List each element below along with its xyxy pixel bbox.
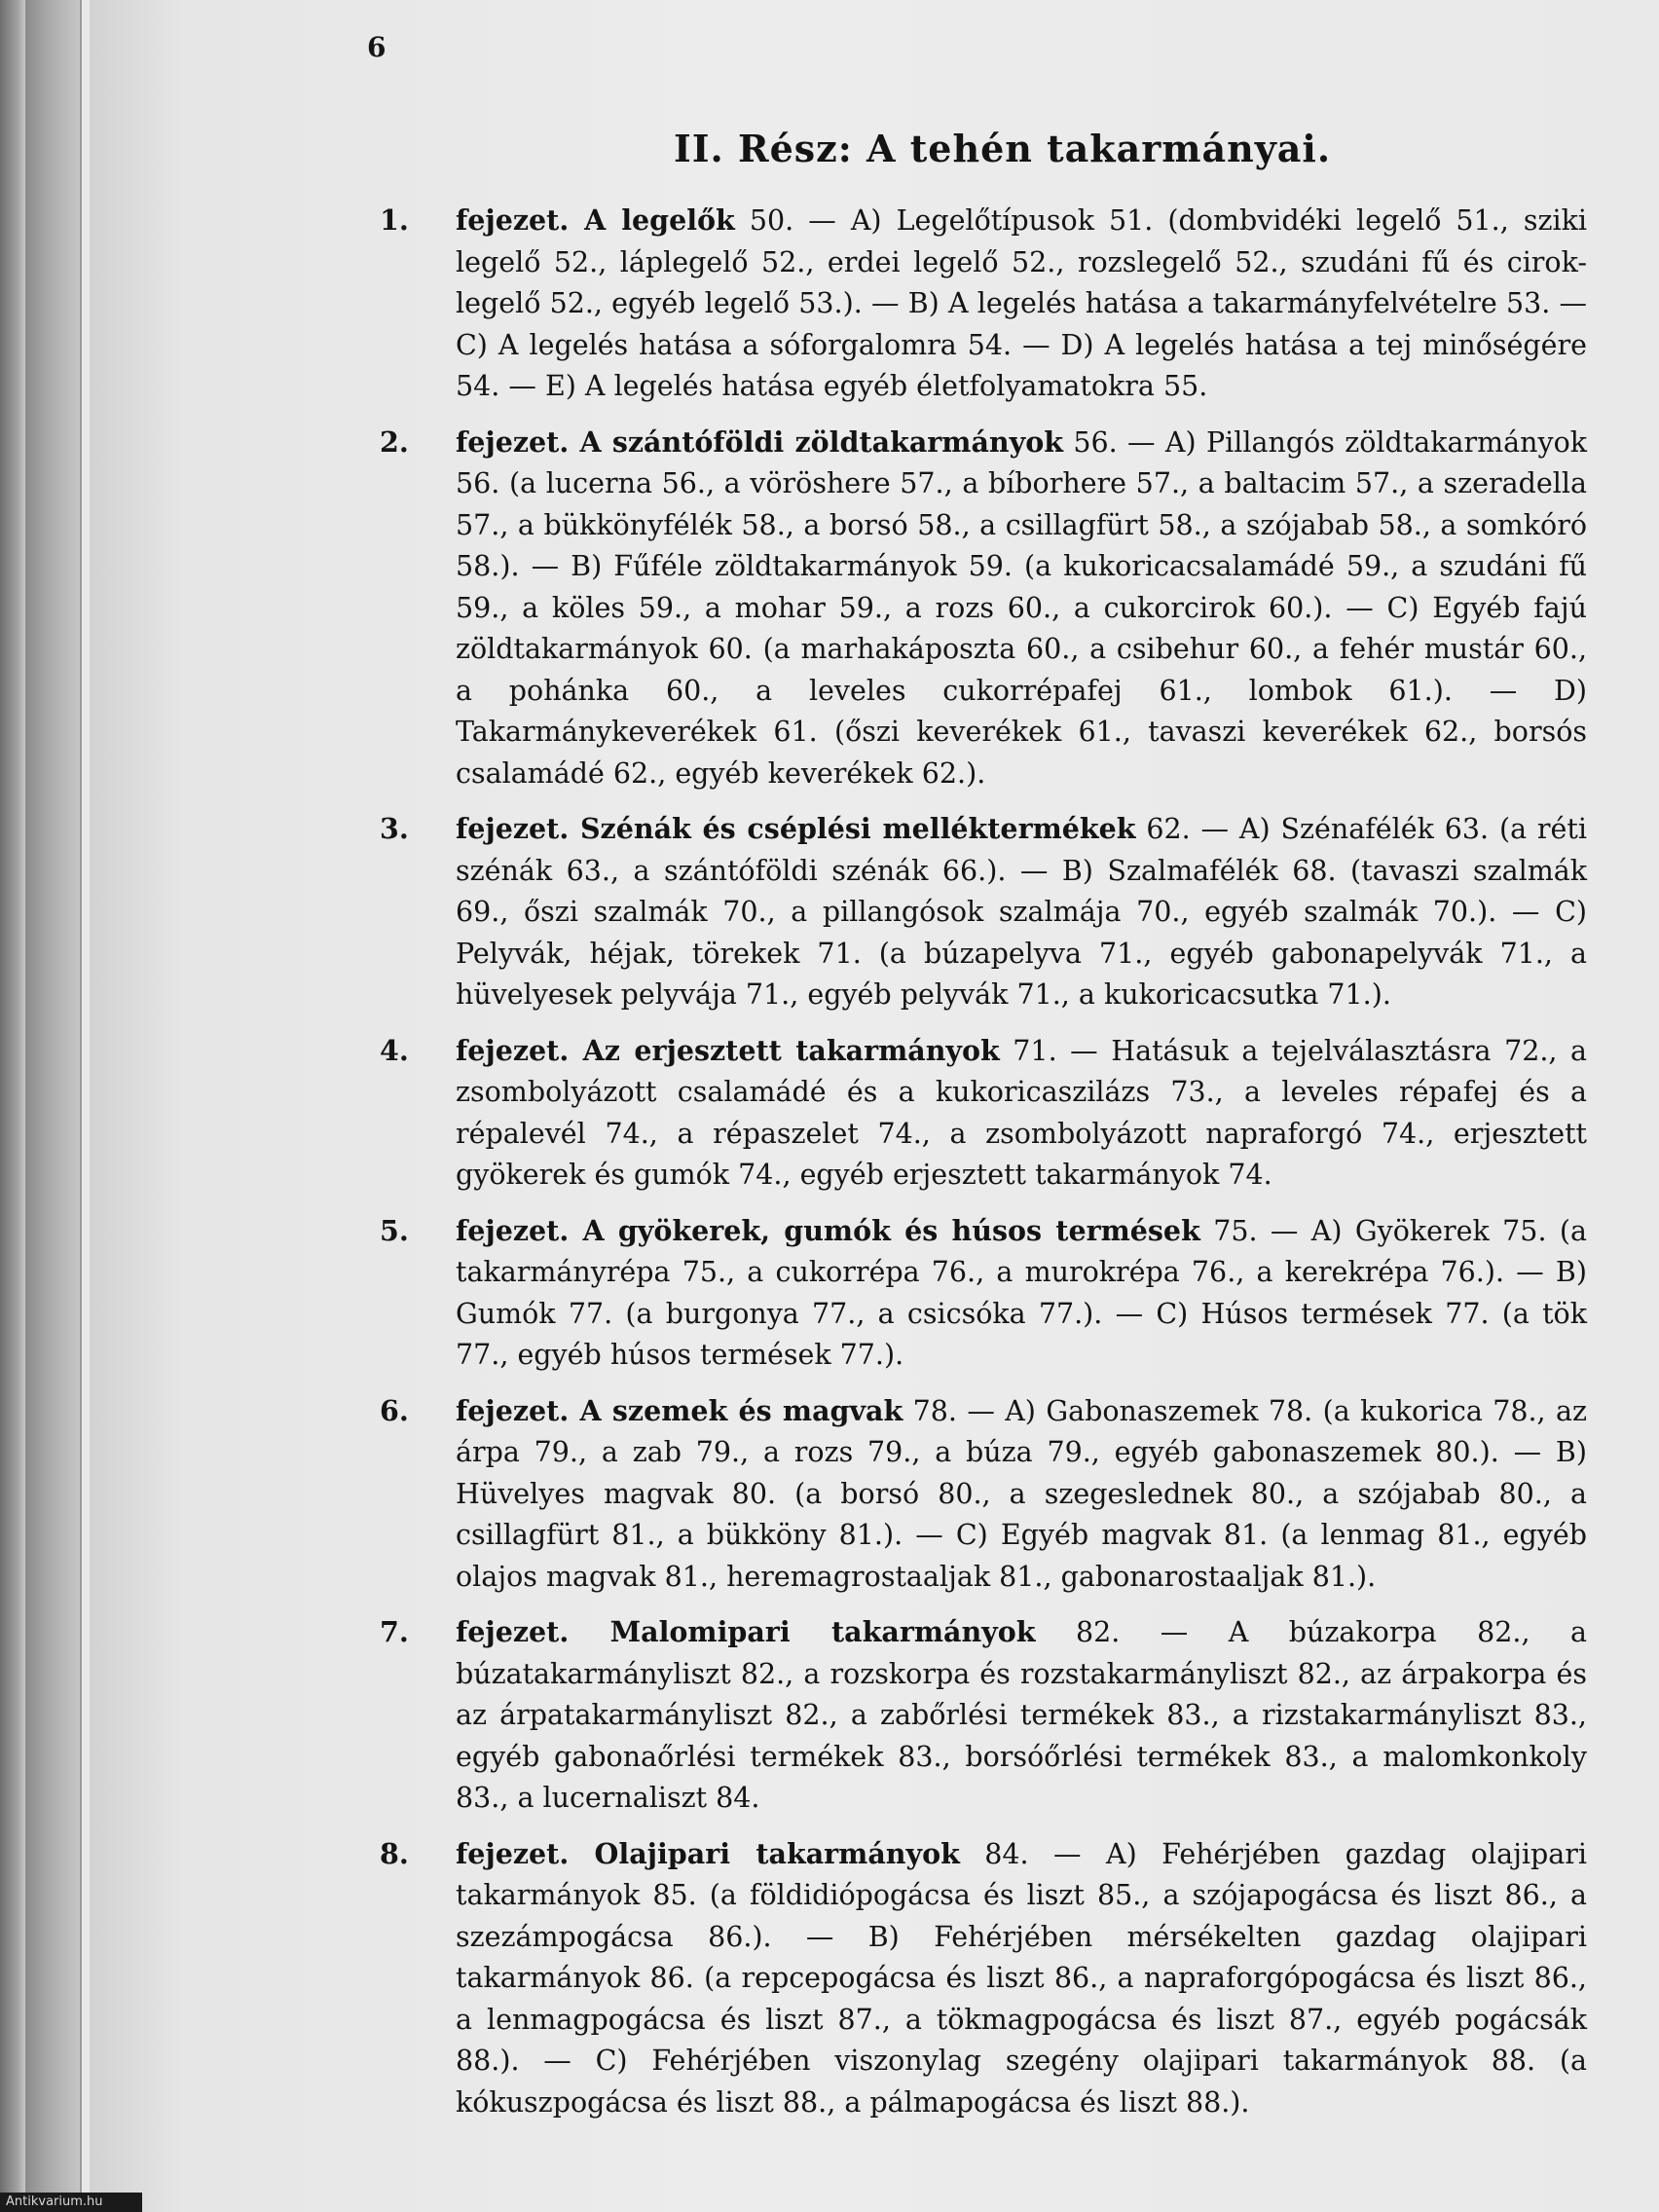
chapter-body: 62. — A) Szénafélék 63. (a réti szénák 63., a szántóföldi szénák 66.). — B) Szalmafélék 68. (tavaszi szalmák 69., őszi szalmák 70., a pillangósok szalmája 70., egyéb szalmák 70.). — C) Pelyvák, héjak, törekek 71. (a búzapelyva 71., egyéb gabonapelyvák 71., a hüvelyesek pelyvája 71., egyéb pelyvák 71., a kukoricacsutka 71.).	[456, 813, 1587, 1011]
chapter-heading: fejezet. A legelők	[456, 203, 735, 237]
chapter-body: 50. — A) Legelőtípusok 51. (dombvidéki legelő 51., sziki legelő 52., láplegelő 52., erdei legelő 52., rozslegelő 52., szudáni fű és cirok-legelő 52., egyéb legelő 53.). — B) A legelés hatása a takarmányfelvételre 53. — C) A legelés hatása a sóforgalomra 54. — D) A legelés hatása a tej minőségére 54. — E) A legelés hatása egyéb életfolyamatokra 55.	[456, 204, 1587, 402]
chapter-item	[380, 1390, 1587, 1599]
chapter-heading: fejezet. A szemek és magvak	[456, 1393, 903, 1427]
chapter-list	[380, 200, 1587, 2137]
chapter-number: 4.	[380, 1033, 409, 1067]
book-spine	[0, 0, 25, 2212]
chapter-number: 8.	[380, 1836, 409, 1870]
chapter-number: 2.	[380, 424, 409, 459]
chapter-item	[380, 1833, 1587, 2124]
page-number: 6	[367, 31, 387, 63]
chapter-body: 75. — A) Gyökerek 75. (a takarmányrépa 75., a cukorrépa 76., a murokrépa 76., a kerekrépa 76.). — B) Gumók 77. (a burgonya 77., a csicsóka 77.). — C) Húsos termések 77. (a tök 77., egyéb húsos termések 77.).	[456, 1214, 1587, 1371]
book-binding	[25, 0, 82, 2212]
chapter-body: 71. — Hatásuk a tejelválasztásra 72., a zsombolyázott csalamádé és a kukoricaszilázs 73., a leveles répafej és a répalevél 74., a répaszelet 74., a zsombolyázott napraforgó 74., erjesztett gyökerek és gumók 74., egyéb erjesztett takarmányok 74.	[456, 1034, 1587, 1191]
chapter-number: 3.	[380, 812, 409, 845]
chapter-item	[380, 1030, 1587, 1197]
chapter-item	[380, 1210, 1587, 1377]
chapter-body: 78. — A) Gabonaszemek 78. (a kukorica 78., az árpa 79., a zab 79., a rozs 79., a búza 79., egyéb gabonaszemek 80.). — B) Hüvelyes magvak 80. (a borsó 80., a szegeslednek 80., a szójabab 80., a csillagfürt 81., a bükköny 81.). — C) Egyéb magvak 81. (a lenmag 81., egyéb olajos magvak 81., heremagrostaaljak 81., gabonarostaaljak 81.).	[456, 1394, 1587, 1593]
chapter-number: 5.	[380, 1213, 409, 1247]
chapter-number: 7.	[380, 1615, 409, 1648]
chapter-heading: fejezet. Malomipari takarmányok	[456, 1615, 1036, 1648]
chapter-number: 1.	[380, 203, 409, 237]
chapter-item	[380, 422, 1587, 795]
chapter-heading: fejezet. A szántóföldi zöldtakarmányok	[456, 424, 1063, 459]
chapter-item	[380, 808, 1587, 1016]
chapter-heading: fejezet. Szénák és cséplési melléktermékek	[456, 812, 1136, 845]
chapter-heading: fejezet. A gyökerek, gumók és húsos termések	[456, 1213, 1200, 1247]
chapter-heading: fejezet. Olajipari takarmányok	[456, 1836, 960, 1870]
chapter-item	[380, 1611, 1587, 1820]
chapter-body: 56. — A) Pillangós zöldtakarmányok 56. (a lucerna 56., a vöröshere 57., a bíborhere 57., a baltacim 57., a szeradella 57., a bükkönyfélék 58., a borsó 58., a csillagfürt 58., a szójabab 58., a somkóró 58.). — B) Fűféle zöldtakarmányok 59. (a kukoricacsalamádé 59., a szudáni fű 59., a köles 59., a mohar 59., a rozs 60., a cukorcirok 60.). — C) Egyéb fajú zöldtakarmányok 60. (a marhakáposzta 60., a csibehur 60., a fehér mustár 60., a pohánka 60., a leveles cukorrépafej 61., lombok 61.). — D) Takarmánykeverékek 61. (őszi keverékek 61., tavaszi keverékek 62., borsós csalamádé 62., egyéb keverékek 62.).	[456, 425, 1588, 790]
part-title: II. Rész: A tehén takarmányai.	[674, 127, 1332, 170]
chapter-number: 6.	[380, 1393, 409, 1427]
chapter-body: 84. — A) Fehérjében gazdag olajipari takarmányok 85. (a földidiópogácsa és liszt 85., a szójapogácsa és liszt 86., a szezámpogácsa 86.). — B) Fehérjében mérsékelten gazdag olajipari takarmányok 86. (a repcepogácsa és liszt 86., a napraforgópogácsa és liszt 86., a lenmagpogácsa és liszt 87., a tökmagpogácsa és liszt 87., egyéb pogácsák 88.). — C) Fehérjében viszonylag szegény olajipari takarmányok 88. (a kókuszpogácsa és liszt 88., a pálmapogácsa és liszt 88.).	[456, 1837, 1587, 2119]
chapter-body: 82. — A búzakorpa 82., a búzatakarmányliszt 82., a rozskorpa és rozstakarmányliszt 82., az árpakorpa és az árpatakarmányliszt 82., a zabőrlési termékek 83., a rizstakarmányliszt 83., egyéb gabonaőrlési termékek 83., borsóőrlési termékek 83., a malomkonkoly 83., a lucernaliszt 84.	[456, 1616, 1587, 1814]
watermark: Antikvarium.hu	[0, 2193, 142, 2212]
chapter-heading: fejezet. Az erjesztett takarmányok	[456, 1033, 1000, 1067]
chapter-item	[380, 200, 1587, 408]
